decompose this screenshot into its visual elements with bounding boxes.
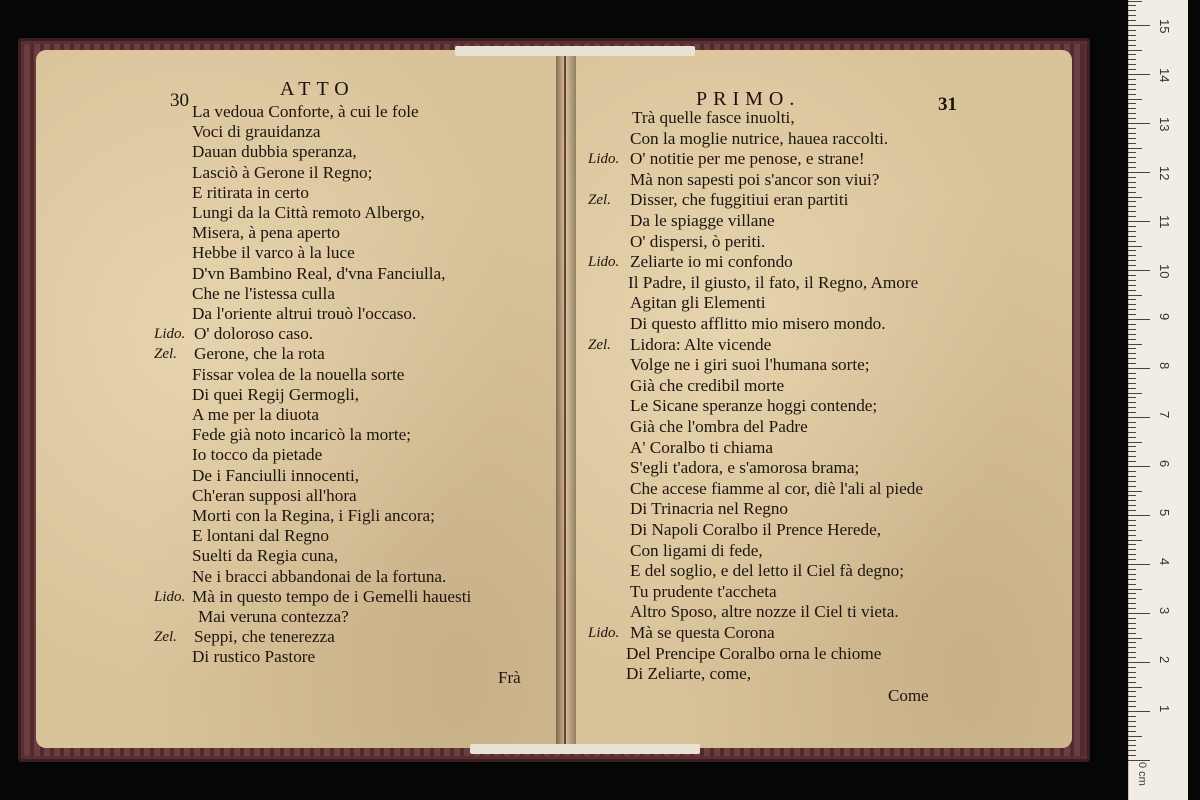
ruler-number: 11 <box>1157 215 1172 229</box>
verse-line: Del Prencipe Coralbo orna le chiome <box>626 643 882 663</box>
verse-line: Seppi, che tenerezza <box>194 627 335 647</box>
ruler-tick <box>1128 750 1136 751</box>
ruler-tick <box>1128 353 1136 354</box>
ruler-tick <box>1128 412 1136 413</box>
ruler-tick <box>1128 593 1136 594</box>
ruler-tick <box>1128 603 1136 604</box>
ruler-tick <box>1128 148 1142 149</box>
ruler-number: 6 <box>1157 460 1172 468</box>
ruler-tick <box>1128 726 1136 727</box>
ruler-tick <box>1128 559 1136 560</box>
ruler-tick <box>1128 211 1136 212</box>
verse-line: Voci di grauidanza <box>192 122 321 142</box>
ruler-tick <box>1128 182 1136 183</box>
ruler-tick <box>1128 221 1150 222</box>
ruler-tick <box>1128 295 1142 296</box>
verse-line: Ch'eran supposi all'hora <box>192 485 357 505</box>
speaker-label: Zel. <box>154 346 177 363</box>
verse-line: Con la moglie nutrice, hauea raccolti. <box>630 128 889 148</box>
ruler-tick <box>1128 231 1136 232</box>
ruler-tick <box>1128 1 1142 2</box>
ruler-tick <box>1128 691 1136 692</box>
verse-line: Che ne l'istessa culla <box>192 283 335 303</box>
verse-line: Di rustico Pastore <box>192 647 316 667</box>
verse-line: Mà in questo tempo de i Gemelli hauesti <box>192 586 472 606</box>
ruler-tick <box>1128 157 1136 158</box>
ruler-number: 3 <box>1157 607 1172 615</box>
verse-line: Ne i bracci abbandonai de la fortuna. <box>192 566 447 586</box>
ruler-tick <box>1128 579 1136 580</box>
ruler-tick <box>1128 402 1136 403</box>
ruler-tick <box>1128 407 1136 408</box>
ruler-tick <box>1128 397 1136 398</box>
ruler-tick <box>1128 270 1150 271</box>
ruler-tick <box>1128 633 1136 634</box>
ruler-tick <box>1128 363 1136 364</box>
ruler-tick <box>1128 108 1136 109</box>
ruler-tick <box>1128 246 1142 247</box>
speaker-label: Zel. <box>588 336 611 353</box>
ruler-tick <box>1128 324 1136 325</box>
ruler-tick <box>1128 466 1150 467</box>
verse-line: Il Padre, il giusto, il fato, il Regno, Amore <box>628 272 919 292</box>
ruler-tick <box>1128 618 1136 619</box>
ruler-tick <box>1128 309 1136 310</box>
ruler-tick <box>1128 84 1136 85</box>
ruler-tick <box>1128 236 1136 237</box>
ruler-number: 13 <box>1157 117 1172 132</box>
right-page-number: 31 <box>938 94 957 115</box>
left-page-number: 30 <box>170 90 189 111</box>
ruler-tick <box>1128 427 1136 428</box>
ruler-tick <box>1128 638 1142 639</box>
speaker-label: Lido. <box>588 625 620 641</box>
ruler-tick <box>1128 569 1136 570</box>
ruler-tick <box>1128 628 1136 629</box>
ruler-tick <box>1128 94 1136 95</box>
ruler-tick <box>1128 344 1142 345</box>
verse-line: Hebbe il varco à la luce <box>192 243 355 263</box>
ruler-tick <box>1128 461 1136 462</box>
ruler-tick <box>1128 711 1150 712</box>
spine-tab-top <box>455 46 695 56</box>
speaker-label: Lido. <box>154 588 186 605</box>
ruler-tick <box>1128 589 1142 590</box>
ruler-tick <box>1128 167 1136 168</box>
right-running-head: PRIMO. <box>696 88 801 110</box>
ruler-tick <box>1128 123 1150 124</box>
ruler-tick <box>1128 584 1136 585</box>
verse-line: Le Sicane speranze hoggi contende; <box>630 396 878 416</box>
ruler-tick <box>1128 172 1150 173</box>
ruler-number: 15 <box>1157 19 1172 34</box>
ruler-tick <box>1128 657 1136 658</box>
verse-line: O' notitie per me penose, e strane! <box>630 149 865 169</box>
verse-line: A' Coralbo ti chiama <box>630 437 773 457</box>
ruler-tick <box>1128 192 1136 193</box>
ruler-tick <box>1128 10 1136 11</box>
ruler-tick <box>1128 40 1136 41</box>
verse-line: Già che credibil morte <box>630 375 785 395</box>
ruler-number: 9 <box>1157 313 1172 321</box>
ruler-tick <box>1128 667 1136 668</box>
ruler-tick <box>1128 5 1136 6</box>
ruler-tick <box>1128 515 1150 516</box>
ruler-tick <box>1128 687 1142 688</box>
verse-line: Io tocco da pietade <box>192 445 323 465</box>
ruler-tick <box>1128 721 1136 722</box>
ruler-tick <box>1128 275 1136 276</box>
verse-line: Suelti da Regia cuna, <box>192 546 339 566</box>
ruler-tick <box>1128 250 1136 251</box>
verse-line: Gerone, che la rota <box>194 344 325 364</box>
ruler-tick <box>1128 260 1136 261</box>
ruler-tick <box>1128 79 1136 80</box>
ruler-tick <box>1128 304 1136 305</box>
verse-line: Disser, che fuggitiui eran partiti <box>630 190 849 210</box>
ruler-number: 2 <box>1157 656 1172 664</box>
verse-line: Mà non sapesti poi s'ancor son viui? <box>630 169 880 189</box>
ruler-tick <box>1128 471 1136 472</box>
ruler-tick <box>1128 373 1136 374</box>
ruler-tick <box>1128 368 1150 369</box>
ruler-tick <box>1128 608 1136 609</box>
verse-line: Che accese fiamme al cor, diè l'ali al piede <box>630 478 924 498</box>
verse-line: Volge ne i giri suoi l'humana sorte; <box>630 355 870 375</box>
ruler-tick <box>1128 329 1136 330</box>
verse-line: Di quei Regij Germogli, <box>192 384 360 404</box>
verse-line: S'egli t'adora, e s'amorosa brama; <box>630 458 860 478</box>
ruler-tick <box>1128 677 1136 678</box>
right-catchword: Come <box>888 686 929 705</box>
speaker-label: Lido. <box>154 326 186 343</box>
verse-line: Lungi da la Città remoto Albergo, <box>192 203 425 222</box>
ruler-tick <box>1128 339 1136 340</box>
ruler-tick <box>1128 133 1136 134</box>
ruler-tick <box>1128 417 1150 418</box>
ruler-tick <box>1128 290 1136 291</box>
ruler-tick <box>1128 393 1142 394</box>
ruler-tick <box>1128 241 1136 242</box>
ruler-tick <box>1128 672 1136 673</box>
ruler-tick <box>1128 481 1136 482</box>
verse-line: Lidora: Alte vicende <box>630 334 772 354</box>
right-page <box>566 50 1072 748</box>
ruler-tick <box>1128 54 1136 55</box>
ruler-tick <box>1128 255 1136 256</box>
verse-line: Di Zeliarte, come, <box>626 664 752 684</box>
verse-line: Da l'oriente altrui trouò l'occaso. <box>192 304 417 323</box>
verse-line: Di questo afflitto mio misero mondo. <box>630 314 886 333</box>
verse-line: Misera, à pena aperto <box>192 223 340 243</box>
ruler-tick <box>1128 598 1136 599</box>
ruler-tick <box>1128 383 1136 384</box>
book-gutter <box>556 50 576 748</box>
ruler-tick <box>1128 299 1136 300</box>
ruler-tick <box>1128 701 1136 702</box>
verse-line: Di Trinacria nel Regno <box>630 499 789 519</box>
left-running-head: ATTO <box>280 78 355 100</box>
ruler-tick <box>1128 437 1136 438</box>
ruler-number: 8 <box>1157 362 1172 370</box>
ruler-tick <box>1128 530 1136 531</box>
verse-line: E del soglio, e del letto il Ciel fà degno; <box>630 561 904 581</box>
verse-line: Altro Sposo, altre nozze il Ciel ti vieta. <box>630 602 899 622</box>
ruler-tick <box>1128 45 1136 46</box>
ruler-tick <box>1128 564 1150 565</box>
ruler-tick <box>1128 476 1136 477</box>
verse-line: Agitan gli Elementi <box>630 293 766 313</box>
ruler-number: 12 <box>1157 166 1172 181</box>
ruler-tick <box>1128 319 1150 320</box>
ruler-number: 7 <box>1157 411 1172 419</box>
ruler-tick <box>1128 740 1136 741</box>
speaker-label: Zel. <box>154 629 177 646</box>
verse-line: Già che l'ombra del Padre <box>630 417 808 436</box>
ruler-tick <box>1128 25 1150 26</box>
verse-line: Mà se questa Corona <box>630 623 775 642</box>
ruler-tick <box>1128 59 1136 60</box>
ruler-tick <box>1128 540 1142 541</box>
ruler-tick <box>1128 314 1136 315</box>
ruler-tick <box>1128 64 1136 65</box>
ruler-tick <box>1128 520 1136 521</box>
ruler-tick <box>1128 201 1136 202</box>
ruler-tick <box>1128 442 1142 443</box>
ruler-tick <box>1128 642 1136 643</box>
ruler-tick <box>1128 736 1142 737</box>
ruler-tick <box>1128 662 1150 663</box>
ruler-tick <box>1128 20 1136 21</box>
verse-line: Fissar volea de la nouella sorte <box>192 364 405 384</box>
ruler-tick <box>1128 113 1136 114</box>
verse-line: Zeliarte io mi confondo <box>630 252 793 272</box>
verse-line: La vedoua Conforte, à cui le fole <box>192 102 419 121</box>
verse-line: E lontani dal Regno <box>192 526 329 546</box>
ruler-tick <box>1128 535 1136 536</box>
ruler-tick <box>1128 378 1136 379</box>
ruler-tick <box>1128 432 1136 433</box>
verse-line: De i Fanciulli innocenti, <box>192 465 360 485</box>
verse-line: Trà quelle fasce inuolti, <box>632 108 795 127</box>
ruler-number: 14 <box>1157 68 1172 83</box>
ruler-tick <box>1128 138 1136 139</box>
ruler-unit-label: 0 cm <box>1136 762 1148 786</box>
verse-line: Fede già noto incaricò la morte; <box>192 425 412 445</box>
ruler-tick <box>1128 623 1136 624</box>
ruler-tick <box>1128 128 1136 129</box>
ruler-tick <box>1128 152 1136 153</box>
speaker-label: Lido. <box>588 151 620 168</box>
speaker-label: Zel. <box>588 192 611 209</box>
ruler-tick <box>1128 574 1136 575</box>
ruler-tick <box>1128 495 1136 496</box>
verse-line: O' doloroso caso. <box>194 324 314 344</box>
verse-line: A me per la diuota <box>192 405 319 424</box>
ruler-tick <box>1128 197 1142 198</box>
left-page <box>36 50 564 748</box>
ruler-tick <box>1128 544 1136 545</box>
ruler-tick <box>1128 716 1136 717</box>
ruler-tick <box>1128 525 1136 526</box>
ruler-tick <box>1128 647 1136 648</box>
ruler-tick <box>1128 35 1136 36</box>
ruler-tick <box>1128 510 1136 511</box>
ruler-tick <box>1128 187 1136 188</box>
ruler-tick <box>1128 652 1136 653</box>
ruler-tick <box>1128 30 1136 31</box>
ruler-number: 10 <box>1157 264 1172 279</box>
ruler-tick <box>1128 388 1136 389</box>
ruler-tick <box>1128 285 1136 286</box>
ruler-tick <box>1128 50 1142 51</box>
ruler-tick <box>1128 103 1136 104</box>
ruler-tick <box>1128 731 1136 732</box>
verse-line: Morti con la Regina, i Figli ancora; <box>192 506 435 525</box>
verse-line: E ritirata in certo <box>192 182 309 202</box>
ruler-tick <box>1128 500 1136 501</box>
verse-line: Con ligami di fede, <box>630 540 763 560</box>
ruler-tick <box>1128 505 1136 506</box>
ruler-tick <box>1128 451 1136 452</box>
ruler-tick <box>1128 358 1136 359</box>
ruler-tick <box>1128 226 1136 227</box>
ruler-tick <box>1128 206 1136 207</box>
ruler-tick <box>1128 265 1136 266</box>
ruler-tick <box>1128 74 1150 75</box>
verse-line: Lasciò à Gerone il Regno; <box>192 162 373 182</box>
ruler-tick <box>1128 280 1136 281</box>
ruler-number: 4 <box>1157 558 1172 566</box>
ruler-tick <box>1128 682 1136 683</box>
ruler-tick <box>1128 456 1136 457</box>
ruler-tick <box>1128 422 1136 423</box>
speaker-label: Lido. <box>588 254 620 271</box>
ruler-tick <box>1128 554 1136 555</box>
verse-line: Mai veruna contezza? <box>198 607 349 626</box>
verse-line: Dauan dubbia speranza, <box>192 142 357 162</box>
ruler-tick <box>1128 486 1136 487</box>
ruler-tick <box>1128 348 1136 349</box>
ruler-tick <box>1128 177 1136 178</box>
ruler-tick <box>1128 446 1136 447</box>
ruler-tick <box>1128 99 1142 100</box>
spine-tab-bottom <box>470 744 700 754</box>
measuring-ruler <box>1128 0 1188 800</box>
ruler-number: 5 <box>1157 509 1172 517</box>
ruler-tick <box>1128 118 1136 119</box>
ruler-tick <box>1128 549 1136 550</box>
ruler-tick <box>1128 491 1142 492</box>
ruler-tick <box>1128 760 1150 761</box>
ruler-tick <box>1128 745 1136 746</box>
verse-line: O' dispersi, ò periti. <box>630 231 766 251</box>
ruler-tick <box>1128 89 1136 90</box>
ruler-tick <box>1128 334 1136 335</box>
verse-line: Da le spiagge villane <box>630 211 775 230</box>
left-catchword: Frà <box>498 668 521 687</box>
verse-line: D'vn Bambino Real, d'vna Fanciulla, <box>192 263 446 283</box>
verse-line: Di Napoli Coralbo il Prence Herede, <box>630 520 882 539</box>
ruler-number: 1 <box>1157 705 1172 713</box>
verse-line: Tu prudente t'accheta <box>630 581 777 601</box>
ruler-tick <box>1128 755 1136 756</box>
ruler-tick <box>1128 216 1136 217</box>
ruler-tick <box>1128 162 1136 163</box>
ruler-tick <box>1128 696 1136 697</box>
ruler-tick <box>1128 706 1136 707</box>
ruler-tick <box>1128 613 1150 614</box>
ruler-tick <box>1128 15 1136 16</box>
ruler-tick <box>1128 143 1136 144</box>
ruler-tick <box>1128 69 1136 70</box>
